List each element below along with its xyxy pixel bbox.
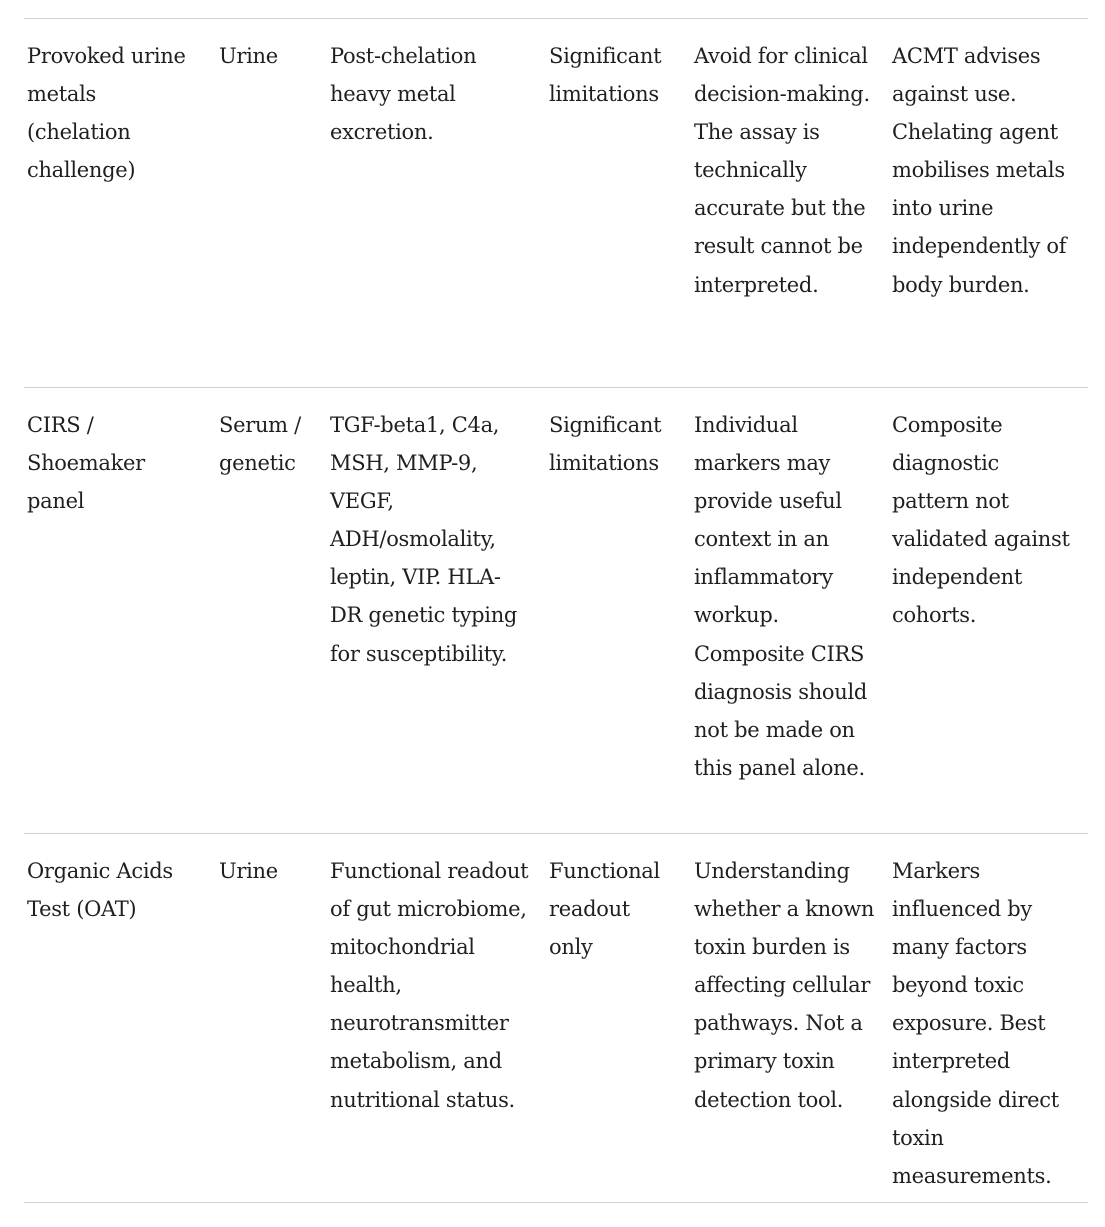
test-name-cell: CIRS / Shoemaker panel <box>27 413 145 514</box>
measures-cell: TGF-beta1, C4a, MSH, MMP-9, VEGF, ADH/osmolality, leptin, VIP. HLA-DR genetic typing for susceptibility. <box>330 413 518 666</box>
sample-type-cell: Urine <box>219 859 278 883</box>
table-row <box>24 388 1088 834</box>
notes-cell: ACMT advises against use. Chelating agent mobilises metals into urine independently of body burden. <box>892 44 1067 297</box>
evidence-cell: Significant limitations <box>549 413 662 476</box>
clinical-use-cell: Understanding whether a known toxin burden is affecting cellular pathways. Not a primary toxin detection tool. <box>694 859 875 1112</box>
table-row <box>24 19 1088 388</box>
table-row <box>24 834 1088 1203</box>
measures-cell: Functional readout of gut microbiome, mitochondrial health, neurotransmitter metabolism, and nutritional status. <box>330 859 529 1112</box>
evidence-cell: Functional readout only <box>549 859 660 960</box>
notes-cell: Markers influenced by many factors beyond toxic exposure. Best interpreted alongside direct toxin measurements. <box>892 859 1059 1188</box>
lab-tests-table <box>24 18 1088 1203</box>
clinical-use-cell: Avoid for clinical decision-making. The assay is technically accurate but the result cannot be interpreted. <box>694 44 870 297</box>
test-name-cell: Provoked urine metals (chelation challenge) <box>27 44 186 183</box>
evidence-cell: Significant limitations <box>549 44 662 107</box>
clinical-use-cell: Individual markers may provide useful context in an inflammatory workup. Composite CIRS diagnosis should not be made on this panel alone. <box>694 413 868 780</box>
sample-type-cell: Serum / genetic <box>219 413 301 476</box>
measures-cell: Post-chelation heavy metal excretion. <box>330 44 477 145</box>
test-name-cell: Organic Acids Test (OAT) <box>27 859 173 922</box>
sample-type-cell: Urine <box>219 44 278 68</box>
notes-cell: Composite diagnostic pattern not validated against independent cohorts. <box>892 413 1070 628</box>
